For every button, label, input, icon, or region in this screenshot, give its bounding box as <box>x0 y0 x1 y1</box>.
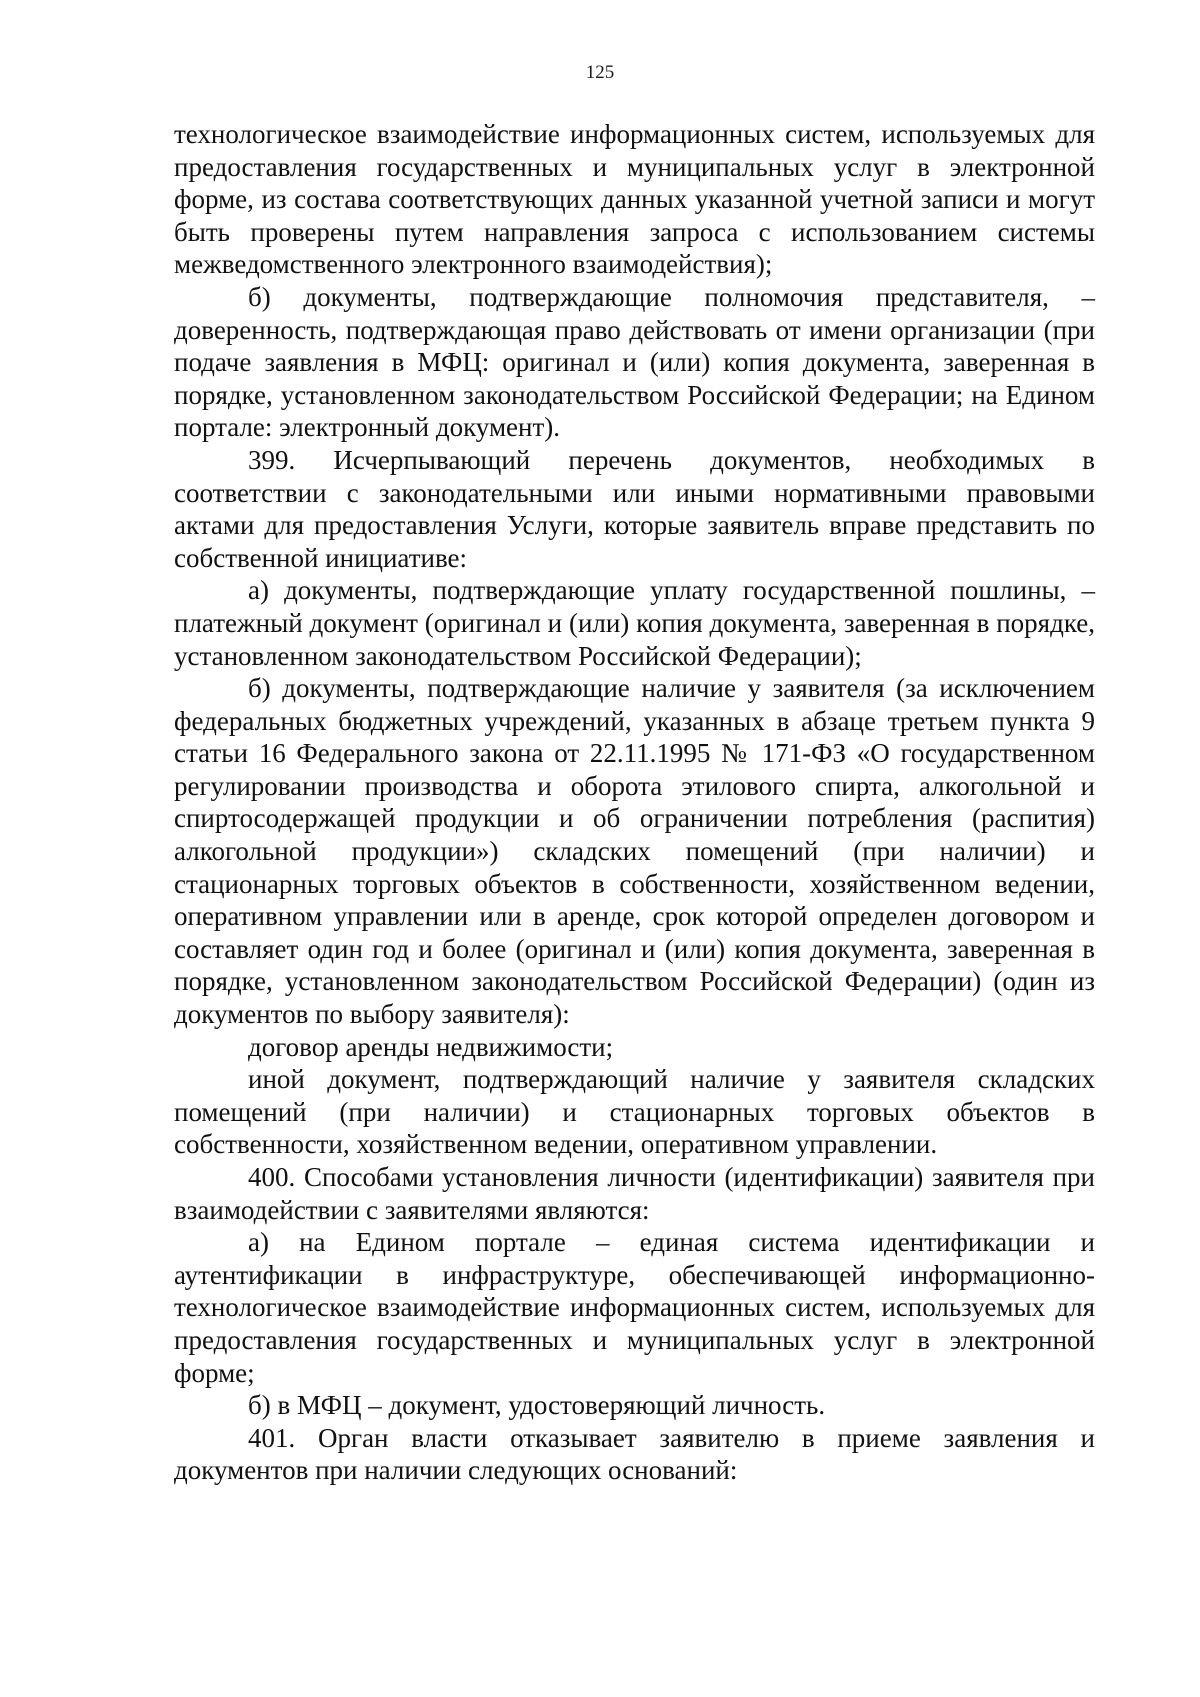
paragraph-lease-agreement: договор аренды недвижимости; <box>248 1031 614 1062</box>
paragraph-400: 400. Способами установления личности (идентификации) заявителя при взаимодействии с заявителями являются: <box>174 1162 1095 1225</box>
paragraph-399-b: б) документы, подтверждающие наличие у заявителя (за исключением федеральных бюджетных учреждений, указанных в абзаце третьем пункта 9 статьи 16 Федерального закона от 22.11.1995 № 171-ФЗ «О государственном регулировании производства и оборота этилового спирта, алкогольной и спиртосодержащей продукции и об ограничении потребления (распития) алкогольной продукции») складских помещений (при наличии) и стационарных торговых объектов в собственности, хозяйственном ведении, оперативном управлении или в аренде, срок которой определен договором и составляет один год и более (оригинал и (или) копия документа, заверенная в порядке, установленном законодательством Российской Федерации) (один из документов по выбору заявителя): <box>174 673 1095 1030</box>
paragraph-400-b: б) в МФЦ – документ, удостоверяющий личность. <box>248 1390 826 1421</box>
page-number: 125 <box>585 62 615 83</box>
paragraph-1: технологическое взаимодействие информационных систем, используемых для предоставления государственных и муниципальных услуг в электронной форме, из состава соответствующих данных указанной учетной записи и могут быть проверены путем направления запроса с использованием системы межведомственного электронного взаимодействия); <box>174 119 1095 280</box>
paragraph-399-a: а) документы, подтверждающие уплату государственной пошлины, – платежный документ (оригинал и (или) копия документа, заверенная в порядке, установленном законодательством Российской Федерации); <box>174 575 1095 671</box>
paragraph-400-a: а) на Едином портале – единая система идентификации и аутентификации в инфраструктуре, обеспечивающей информационно-технологическое взаимодействие информационных систем, используемых для предоставления государственных и муниципальных услуг в электронной форме; <box>174 1227 1095 1388</box>
paragraph-2: б) документы, подтверждающие полномочия представителя, – доверенность, подтверждающая право действовать от имени организации (при подаче заявления в МФЦ: оригинал и (или) копия документа, заверенная в порядке, установленном законодательством Российской Федерации; на Едином портале: электронный документ). <box>174 281 1095 443</box>
paragraph-401: 401. Орган власти отказывает заявителю в приеме заявления и документов при наличии следующих оснований: <box>174 1422 1095 1486</box>
paragraph-399: 399. Исчерпывающий перечень документов, необходимых в соответствии с законодательными или иными нормативными правовыми актами для предоставления Услуги, которые заявитель вправе представить по собственной инициативе: <box>174 444 1095 573</box>
paragraph-other-document: иной документ, подтверждающий наличие у заявителя складских помещений (при наличии) и стационарных торговых объектов в собственности, хозяйственном ведении, оперативном управлении. <box>174 1064 1095 1160</box>
document-body <box>174 118 1095 1487</box>
